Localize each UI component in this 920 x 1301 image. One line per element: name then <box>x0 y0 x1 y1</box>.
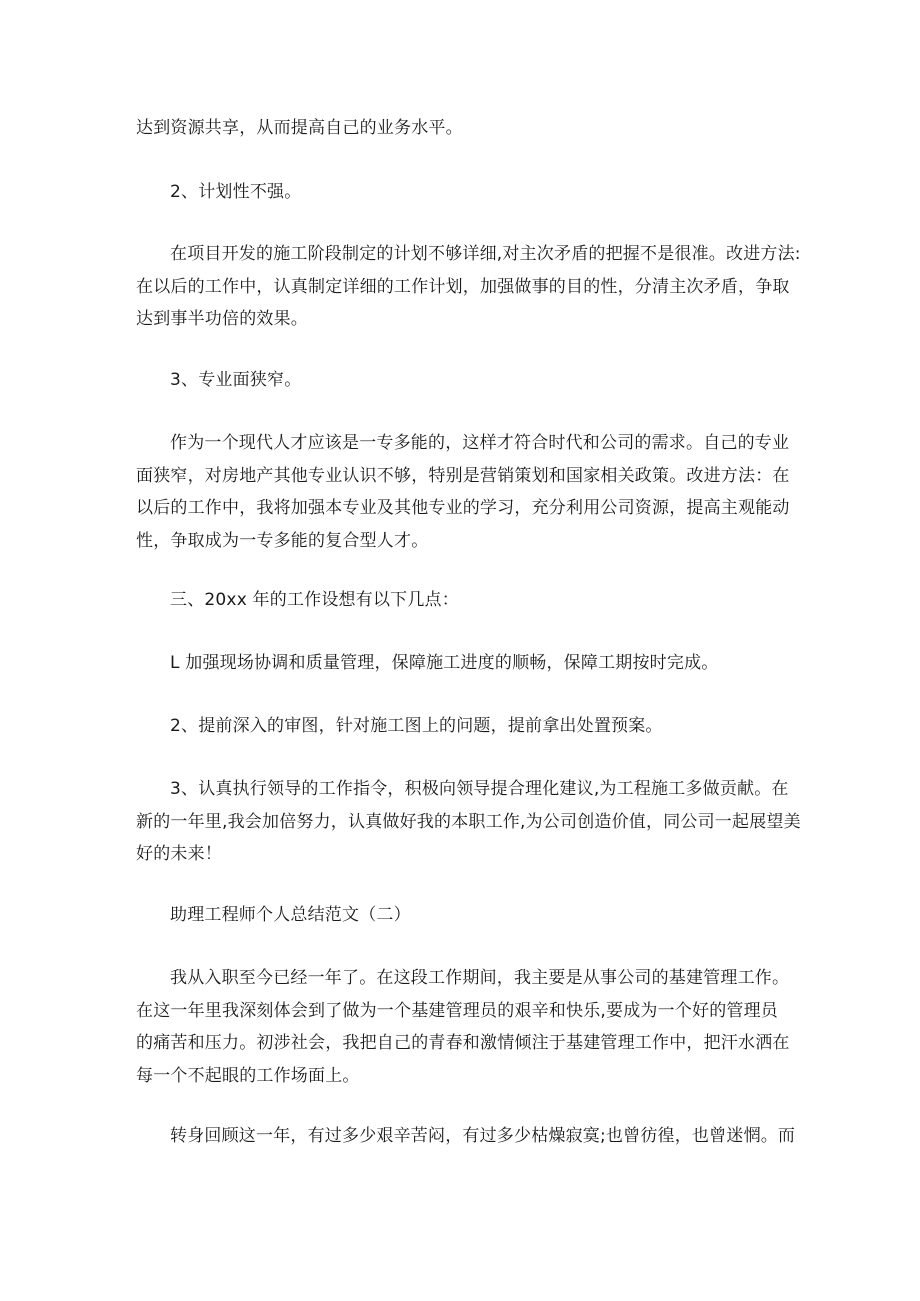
text-line: 好的未来！ <box>136 844 222 865</box>
text-line: 我从入职至今已经一年了。在这段工作期间，我主要是从事公司的基建管理工作。 <box>170 968 790 988</box>
text-line: 2、计划性不强。 <box>170 182 302 202</box>
text-line: 性，争取成为一专多能的复合型人才。 <box>136 530 429 551</box>
text-line: 三、20xx 年的工作设想有以下几点： <box>170 590 459 610</box>
text-line: 转身回顾这一年，有过多少艰辛苦闷，有过多少枯燥寂寞;也曾彷徨，也曾迷惘。而 <box>170 1126 796 1146</box>
text-line: 在项目开发的施工阶段制定的计划不够详细,对主次矛盾的把握不是很准。改进方法: <box>170 244 801 264</box>
section-heading-3 <box>136 584 786 617</box>
paragraph-review <box>136 1120 796 1153</box>
paragraph-intro <box>136 962 790 1092</box>
text-line: 的痛苦和压力。初涉社会，我把自己的青春和激情倾注于基建管理工作中，把汗水洒在 <box>136 1033 790 1054</box>
heading-item-3 <box>136 364 786 397</box>
text-line: 2、提前深入的审图，针对施工图上的问题，提前拿出处置预案。 <box>170 716 663 736</box>
text-line: 面狭窄，对房地产其他专业认识不够，特别是营销策划和国家相关政策。改进方法：在 <box>136 465 790 486</box>
heading-item-2 <box>136 176 786 209</box>
text-line: 新的一年里,我会加倍努力，认真做好我的本职工作,为公司创造价值，同公司一起展望美 <box>136 811 801 832</box>
text-line: L 加强现场协调和质量管理，保障施工进度的顺畅，保障工期按时完成。 <box>170 653 719 673</box>
article-title <box>136 899 786 932</box>
text-line: 3、专业面狭窄。 <box>170 370 302 390</box>
paragraph-specialty <box>136 427 790 557</box>
plan-item-3 <box>136 773 801 871</box>
text-line: 3、认真执行领导的工作指令，积极向领导提合理化建议,为工程施工多做贡献。在 <box>170 779 789 799</box>
text-line: 达到资源共享，从而提高自己的业务水平。 <box>136 118 463 138</box>
text-line: 以后的工作中，我将加强本专业及其他专业的学习，充分利用公司资源，提高主观能动 <box>136 498 790 519</box>
text-line: 助理工程师个人总结范文（二） <box>170 905 411 925</box>
text-line: 在以后的工作中，认真制定详细的工作计划，加强做事的目的性，分清主次矛盾，争取 <box>136 276 790 297</box>
text-line: 在这一年里我深刻体会到了做为一个基建管理员的艰辛和快乐,要成为一个好的管理员 <box>136 1000 779 1021</box>
plan-item-1 <box>136 647 786 680</box>
paragraph-planning <box>136 238 801 336</box>
text-line: 作为一个现代人才应该是一专多能的，这样才符合时代和公司的需求。自己的专业 <box>170 433 790 453</box>
text-line: 每一个不起眼的工作场面上。 <box>136 1065 360 1086</box>
text-line: 达到事半功倍的效果。 <box>136 309 308 330</box>
plan-item-2 <box>136 710 786 743</box>
paragraph-continuation <box>136 112 786 145</box>
